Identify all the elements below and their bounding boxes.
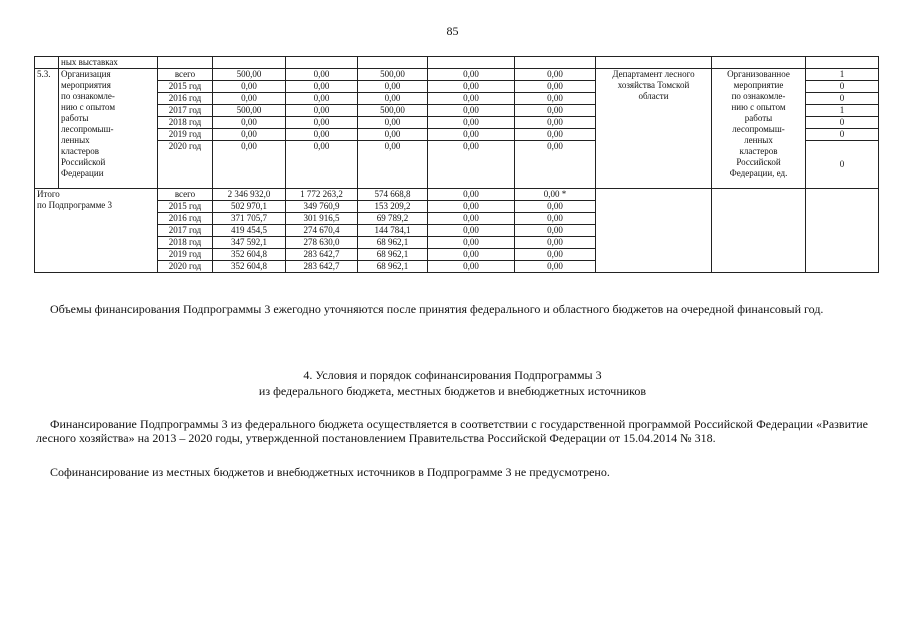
regional-cell: 68 962,1 <box>358 249 428 261</box>
indicator-name-line: Российской <box>736 157 781 167</box>
responsible-department-line: области <box>638 91 669 101</box>
federal-cell: 283 642,7 <box>286 249 358 261</box>
local-cell: 0,00 <box>428 105 515 117</box>
extra-budget-cell: 0,00 <box>515 129 596 141</box>
regional-cell: 500,00 <box>358 105 428 117</box>
indicator-name-line: по ознакомле- <box>731 91 786 101</box>
regional-cell: 0,00 <box>358 141 428 189</box>
responsible-department <box>596 69 712 189</box>
extra-budget-cell: 0,00 <box>515 237 596 249</box>
period-cell: всего <box>158 69 213 81</box>
extra-budget-cell: 0,00 <box>515 201 596 213</box>
total-cell: 419 454,5 <box>213 225 286 237</box>
indicator-name-line: кластеров <box>739 146 778 156</box>
indicator-value-cell: 1 <box>806 105 879 117</box>
item-name-line: Федерации <box>61 168 104 178</box>
period-cell: 2015 год <box>158 201 213 213</box>
local-cell: 0,00 <box>428 81 515 93</box>
indicator-name-line: нию с опытом <box>731 102 786 112</box>
item-name-line: по ознакомле- <box>61 91 115 101</box>
total-cell: 500,00 <box>213 105 286 117</box>
total-cell: 347 592,1 <box>213 237 286 249</box>
local-cell: 0,00 <box>428 69 515 81</box>
federal-cell: 0,00 <box>286 93 358 105</box>
total-cell: 0,00 <box>213 93 286 105</box>
empty-department-cell <box>596 189 712 273</box>
federal-cell: 0,00 <box>286 129 358 141</box>
regional-cell: 500,00 <box>358 69 428 81</box>
total-cell: 352 604,8 <box>213 249 286 261</box>
local-cell: 0,00 <box>428 261 515 273</box>
regional-cell: 0,00 <box>358 81 428 93</box>
regional-cell: 68 962,1 <box>358 237 428 249</box>
extra-budget-cell: 0,00 <box>515 213 596 225</box>
prev-row-name: ных выставках <box>59 57 158 69</box>
indicator-value-cell: 0 <box>806 141 879 189</box>
indicator-value-cell: 0 <box>806 117 879 129</box>
federal-financing-paragraph: Финансирование Подпрограммы 3 из федерального бюджета осуществляется в соответствии с государственной программой Российской Федерации «Развитие лесного хозяйства» на 2013 – 2020 годы, утвержденной постановлением Правительства Российской Федерации от 15.04.2014 № 318. <box>36 417 868 445</box>
federal-cell: 0,00 <box>286 69 358 81</box>
federal-cell: 301 916,5 <box>286 213 358 225</box>
federal-cell: 278 630,0 <box>286 237 358 249</box>
total-cell: 500,00 <box>213 69 286 81</box>
table-row <box>35 189 879 201</box>
local-cell: 0,00 <box>428 117 515 129</box>
extra-budget-cell: 0,00 <box>515 225 596 237</box>
extra-budget-cell: 0,00 * <box>515 189 596 201</box>
item-name-line: Организация <box>61 69 111 79</box>
total-cell: 0,00 <box>213 141 286 189</box>
table-row <box>35 57 879 69</box>
extra-budget-cell: 0,00 <box>515 141 596 189</box>
indicator-name-line: мероприятие <box>733 80 784 90</box>
period-cell: 2019 год <box>158 249 213 261</box>
total-cell: 2 346 932,0 <box>213 189 286 201</box>
item-name-line: Российской <box>61 157 106 167</box>
period-cell: всего <box>158 189 213 201</box>
period-cell: 2017 год <box>158 225 213 237</box>
period-cell: 2016 год <box>158 213 213 225</box>
total-label-line: по Подпрограмме 3 <box>37 200 113 210</box>
local-cell: 0,00 <box>428 225 515 237</box>
local-cell: 0,00 <box>428 129 515 141</box>
total-cell: 0,00 <box>213 81 286 93</box>
responsible-department-line: хозяйства Томской <box>617 80 690 90</box>
total-cell: 0,00 <box>213 117 286 129</box>
local-cell: 0,00 <box>428 237 515 249</box>
indicator-name-line: Организованное <box>727 69 790 79</box>
indicator-name-line: ленных <box>744 135 773 145</box>
empty-indicator-cell <box>712 189 806 273</box>
federal-cell: 0,00 <box>286 141 358 189</box>
period-cell: 2019 год <box>158 129 213 141</box>
period-cell: 2020 год <box>158 261 213 273</box>
indicator-name-line: Федерации, ед. <box>729 168 788 178</box>
page-number: 85 <box>446 24 459 38</box>
indicator-value-cell: 0 <box>806 81 879 93</box>
extra-budget-cell: 0,00 <box>515 105 596 117</box>
federal-cell: 0,00 <box>286 117 358 129</box>
indicator-name <box>712 69 806 189</box>
extra-budget-cell: 0,00 <box>515 261 596 273</box>
period-cell: 2016 год <box>158 93 213 105</box>
extra-budget-cell: 0,00 <box>515 249 596 261</box>
period-cell: 2018 год <box>158 237 213 249</box>
item-name-line: работы <box>61 113 89 123</box>
period-cell: 2020 год <box>158 141 213 189</box>
local-cell: 0,00 <box>428 141 515 189</box>
extra-budget-cell: 0,00 <box>515 117 596 129</box>
period-cell: 2015 год <box>158 81 213 93</box>
item-name-line: кластеров <box>61 146 100 156</box>
local-cell: 0,00 <box>428 189 515 201</box>
local-cell: 0,00 <box>428 213 515 225</box>
total-label <box>35 189 158 273</box>
local-cell: 0,00 <box>428 93 515 105</box>
federal-cell: 0,00 <box>286 105 358 117</box>
period-cell: 2017 год <box>158 105 213 117</box>
federal-cell: 0,00 <box>286 81 358 93</box>
federal-cell: 283 642,7 <box>286 261 358 273</box>
extra-budget-cell: 0,00 <box>515 81 596 93</box>
responsible-department-line: Департамент лесного <box>612 69 695 79</box>
indicator-value-cell: 1 <box>806 69 879 81</box>
federal-cell: 349 760,9 <box>286 201 358 213</box>
section-heading-line-1: 4. Условия и порядок софинансирования Подпрограммы 3 <box>303 368 602 382</box>
indicator-name-line: лесопромыш- <box>732 124 785 134</box>
regional-cell: 0,00 <box>358 129 428 141</box>
regional-cell: 0,00 <box>358 117 428 129</box>
local-cell: 0,00 <box>428 201 515 213</box>
indicator-value-cell: 0 <box>806 93 879 105</box>
regional-cell: 574 668,8 <box>358 189 428 201</box>
regional-cell: 0,00 <box>358 93 428 105</box>
total-cell: 0,00 <box>213 129 286 141</box>
table-row <box>35 69 879 81</box>
local-cell: 0,00 <box>428 249 515 261</box>
regional-cell: 69 789,2 <box>358 213 428 225</box>
period-cell: 2018 год <box>158 117 213 129</box>
item-number: 5.3. <box>35 69 59 189</box>
indicator-name-line: работы <box>744 113 773 123</box>
financing-table <box>34 56 879 273</box>
regional-cell: 144 784,1 <box>358 225 428 237</box>
total-cell: 371 705,7 <box>213 213 286 225</box>
total-cell: 502 970,1 <box>213 201 286 213</box>
federal-cell: 1 772 263,2 <box>286 189 358 201</box>
item-name-line: ленных <box>61 135 90 145</box>
empty-value-cell <box>806 189 879 273</box>
section-heading-line-2: из федерального бюджета, местных бюджетов и внебюджетных источников <box>258 384 647 398</box>
financing-note-paragraph: Объемы финансирования Подпрограммы 3 ежегодно уточняются после принятия федерального и областного бюджетов на очередной финансовый год. <box>50 302 824 316</box>
item-name-line: нию с опытом <box>61 102 116 112</box>
regional-cell: 68 962,1 <box>358 261 428 273</box>
indicator-value-cell: 0 <box>806 129 879 141</box>
total-cell: 352 604,8 <box>213 261 286 273</box>
regional-cell: 153 209,2 <box>358 201 428 213</box>
total-label-line: Итого <box>37 189 60 199</box>
item-name <box>59 69 158 189</box>
extra-budget-cell: 0,00 <box>515 93 596 105</box>
item-name-line: мероприятия <box>61 80 111 90</box>
cofinancing-paragraph: Софинансирование из местных бюджетов и внебюджетных источников в Подпрограмме 3 не предусмотрено. <box>50 465 610 479</box>
federal-cell: 274 670,4 <box>286 225 358 237</box>
extra-budget-cell: 0,00 <box>515 69 596 81</box>
item-name-line: лесопромыш- <box>61 124 114 134</box>
